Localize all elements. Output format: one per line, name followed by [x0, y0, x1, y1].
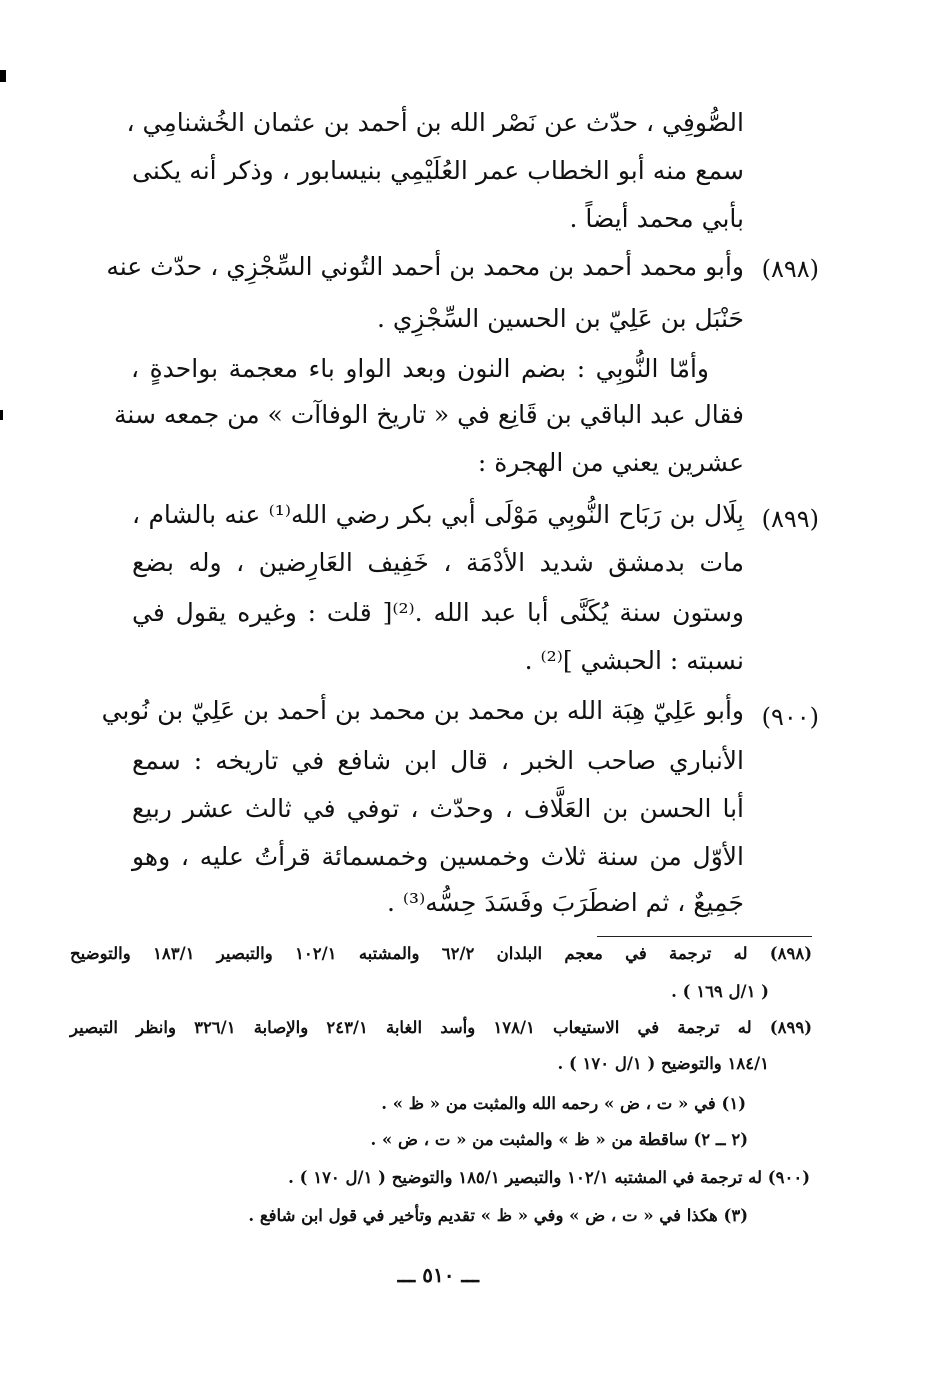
text-line: وأبو عَلِيّ هِبَة الله بن محمد بن محمد بن أحمد بن عَلِيّ بن نُوبي — [101, 696, 744, 725]
text-line: بأبي محمد أيضاً . — [569, 204, 744, 233]
footnote-line: (٨٩٩) له ترجمة في الاستيعاب ١٧٨/١ وأسد الغابة ٢٤٣/١ والإصابة ٣٢٦/١ وانظر التبصير — [70, 1018, 813, 1037]
text-line: الأوّل من سنة ثلاث وخمسين وخمسمائة قرأتُ عليه ، وهو — [132, 842, 744, 871]
footnote-line: (٢ ــ ٢) ساقطة من « ظ » والمثبت من « ت ، ض » . — [370, 1130, 748, 1149]
text-line: سمع منه أبو الخطاب عمر العُلَيْمِي بنيسابور ، وذكر أنه يكنى — [132, 156, 744, 185]
text-line: وأمّا النُّوبِي : بضم النون وبعد الواو باء معجمة بواحدةٍ ، — [131, 354, 709, 383]
scan-mark — [0, 410, 3, 420]
footnote-line: (٨٩٨) له ترجمة في معجم البلدان ٦٢/٢ والمشتبه ١٠٢/١ والتبصير ١٨٣/١ والتوضيح — [70, 944, 813, 963]
footnote-line: (١) في « ت ، ض » رحمه الله والمثبت من « ظ » . — [381, 1094, 746, 1113]
text-line: الأنباري صاحب الخبر ، قال ابن شافع في تاريخه : سمع — [132, 746, 745, 775]
text-line: فقال عبد الباقي بن قَانِع في « تاريخ الوفاآت » من جمعه سنة — [114, 400, 744, 429]
text-line: الصُّوفِي ، حدّث عن نَصْر الله بن أحمد بن عثمان الخُشنامِي ، — [126, 108, 744, 137]
footnote-line: ( ١/ل ١٦٩ ) . — [671, 982, 769, 1001]
entry-number-900: (٩٠٠) — [761, 703, 819, 731]
text-line: وستون سنة يُكَنَّى أبا عبد الله .⁽²⁾[ قلت : وغيره يقول في — [132, 598, 744, 627]
text-line: جَمِيعٌ ، ثم اضطَرَبَ وفَسَدَ حِسُّه⁽³⁾ . — [387, 888, 744, 917]
footnote-line: (٩٠٠) له ترجمة في المشتبه ١٠٢/١ والتبصير ١٨٥/١ والتوضيح ( ١/ل ١٧٠ ) . — [288, 1168, 810, 1187]
text-line: حَنْبَل بن عَلِيّ بن الحسين السِّجْزِي . — [376, 304, 744, 333]
text-line: مات بدمشق شديد الأدْمَة ، خَفِيف العَارِضين ، وله بضع — [132, 548, 744, 577]
text-line: نسبته : الحبشي ]⁽²⁾ . — [524, 646, 744, 675]
footnote-separator — [597, 936, 812, 937]
text-line: بِلَال بن رَبَاح النُّوبِي مَوْلَى أبي بكر رضي الله⁽¹⁾ عنه بالشام ، — [132, 500, 744, 529]
text-line: أبا الحسن بن العَلَّاف ، وحدّث ، توفي في ثالث عشر ربيع — [132, 794, 744, 823]
footnote-line: ١٨٤/١ والتوضيح ( ١/ل ١٧٠ ) . — [557, 1054, 769, 1073]
entry-number-898: (٨٩٨) — [761, 255, 819, 283]
text-line: وأبو محمد أحمد بن محمد بن أحمد التُوني السِّجْزِي ، حدّث عنه — [106, 252, 744, 281]
scan-mark — [0, 70, 6, 82]
entry-number-899: (٨٩٩) — [761, 505, 819, 533]
page-number: ـــ ٥١٠ ـــ — [397, 1263, 479, 1287]
text-line: عشرين يعني من الهجرة : — [477, 448, 744, 477]
footnote-line: (٣) هكذا في « ت ، ض » وفي « ظ » تقديم وتأخير في قول ابن شافع . — [248, 1206, 748, 1225]
